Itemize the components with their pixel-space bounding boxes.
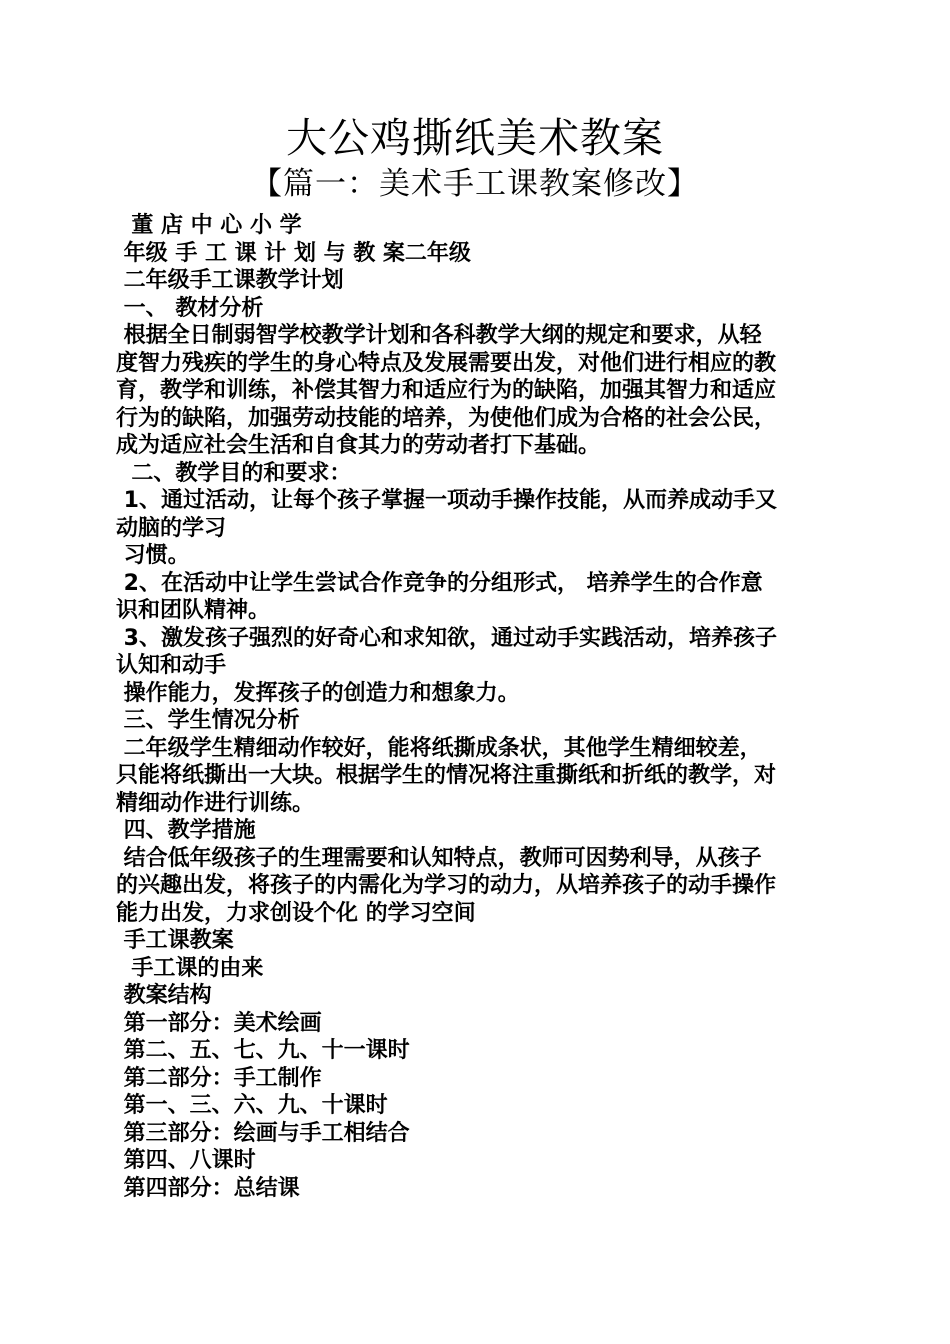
text-line: 第三部分：绘画与手工相结合 [116,1120,410,1146]
text-line: 二年级学生精细动作较好，能将纸撕成条状，其他学生精细较差， [116,735,762,761]
text-line: 年级 手 工 课 计 划 与 教 案二年级 [116,240,471,266]
text-line: 1、通过活动，让每个孩子掌握一项动手操作技能，从而养成动手又 [116,488,777,513]
text-line: 教案结构 [116,983,212,1008]
text-line: 第一、三、六、九、十课时 [116,1093,388,1118]
text-line: 操作能力，发挥孩子的创造力和想象力。 [116,680,520,706]
text-line: 手工课的由来 [116,955,264,981]
section-heading: 一、 教材分析 [116,295,264,321]
document-title: 大公鸡撕纸美术教案 [286,114,664,162]
text-line: 习惯。 [116,543,190,568]
text-line: 第一部分：美术绘画 [116,1010,322,1036]
text-line: 度智力残疾的学生的身心特点及发展需要出发，对他们进行相应的教 [116,350,777,376]
section-heading: 四、教学措施 [116,818,256,843]
text-line: 育，教学和训练，补偿其智力和适应行为的缺陷，加强其智力和适应 [116,378,777,403]
text-line: 动脑的学习 [116,515,227,541]
document-subtitle: 【篇一：美术手工课教案修改】 [251,166,699,202]
text-line: 成为适应社会生活和自食其力的劳动者打下基础。 [116,433,601,458]
section-heading: 三、学生情况分析 [116,708,300,733]
text-line: 的兴趣出发，将孩子的内需化为学习的动力，从培养孩子的动手操作 [116,873,777,898]
text-line: 3、激发孩子强烈的好奇心和求知欲，通过动手实践活动，培养孩子 [116,625,777,651]
text-line: 认知和动手 [116,653,227,678]
text-line: 能力出发，力求创设个化 的学习空间 [116,900,476,926]
section-heading: 二、教学目的和要求： [116,460,352,486]
text-line: 第二部分：手工制作 [116,1065,322,1091]
text-line: 第四部分：总结课 [116,1175,300,1201]
text-line: 根据全日制弱智学校教学计划和各科教学大纲的规定和要求，从轻 [116,323,762,348]
document-body [116,212,836,1202]
text-line: 只能将纸撕出一大块。根据学生的情况将注重撕纸和折纸的教学，对 [116,763,777,788]
text-line: 董 店 中 心 小 学 [116,213,302,238]
text-line: 手工课教案 [116,928,234,953]
text-line: 结合低年级孩子的生理需要和认知特点，教师可因势利导，从孩子 [116,845,762,871]
text-line: 第四、八课时 [116,1148,256,1173]
text-line: 二年级手工课教学计划 [116,268,344,293]
text-line: 精细动作进行训练。 [116,790,315,816]
text-line: 识和团队精神。 [116,598,271,623]
text-line: 行为的缺陷，加强劳动技能的培养，为使他们成为合格的社会公民， [116,405,777,431]
text-line: 2、在活动中让学生尝试合作竞争的分组形式， 培养学生的合作意 [116,570,763,596]
text-line: 第二、五、七、九、十一课时 [116,1038,410,1063]
